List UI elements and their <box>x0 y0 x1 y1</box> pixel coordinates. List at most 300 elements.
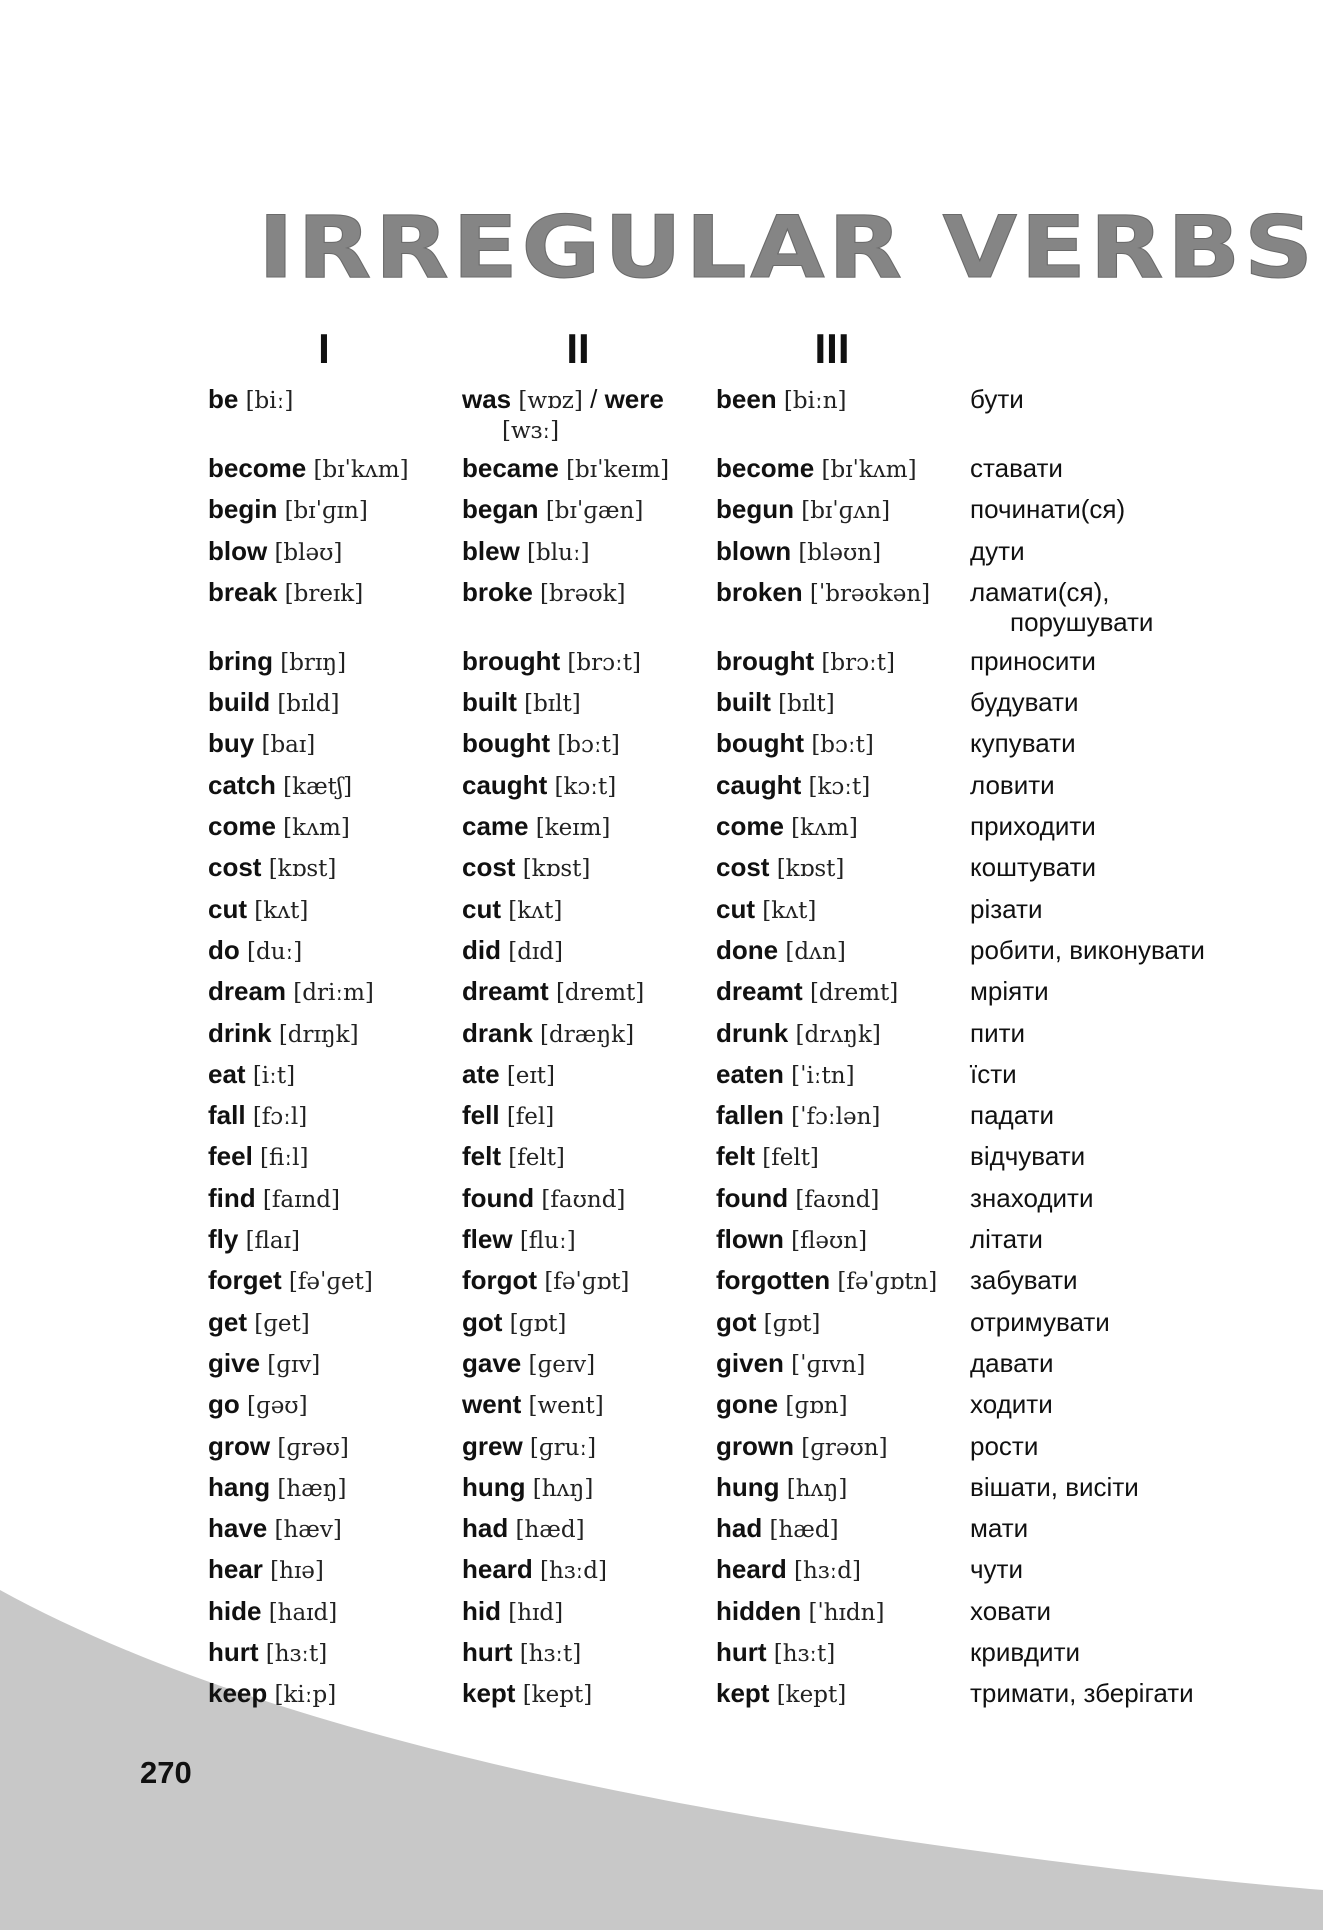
transcription-3: [hɜːt] <box>773 1641 836 1668</box>
verb-cell-3 <box>716 1183 879 1215</box>
translation-cell <box>970 1678 1194 1708</box>
transcription-2: [bɔːt] <box>557 732 620 759</box>
verb-form-2: forgot <box>462 1265 538 1296</box>
transcription-2: [bɪˈɡæn] <box>545 498 644 525</box>
verb-cell-2 <box>462 935 563 967</box>
verb-form-1: hurt <box>208 1637 259 1668</box>
transcription-3: [fləʊn] <box>791 1228 868 1255</box>
verb-form-2: kept <box>462 1678 516 1709</box>
verb-cell-2 <box>462 976 644 1008</box>
translation-cell <box>970 894 1042 924</box>
translation: приходити <box>970 811 1096 842</box>
verb-cell-2 <box>462 1141 565 1173</box>
verb-cell-2 <box>462 1513 585 1545</box>
transcription-1: [kʌm] <box>283 815 350 842</box>
verb-form-2: was <box>462 384 512 414</box>
transcription-3: [dremt] <box>809 980 899 1007</box>
transcription-3: [kept] <box>776 1682 847 1709</box>
verb-form-2: came <box>462 811 529 842</box>
verb-form-1: come <box>208 811 276 842</box>
translation: робити, виконувати <box>970 934 1205 965</box>
translation: дути <box>970 535 1025 566</box>
verb-form-3: built <box>716 687 771 718</box>
verb-form-2: had <box>462 1513 509 1544</box>
verb-form-1: hear <box>208 1554 263 1585</box>
verb-cell-1 <box>208 1678 336 1710</box>
verb-form-2: gave <box>462 1347 522 1378</box>
table-row <box>208 935 1308 976</box>
transcription-1: [kʌt] <box>254 897 309 924</box>
transcription-1: [kiːp] <box>274 1682 337 1709</box>
verb-form-1: break <box>208 576 278 607</box>
verb-cell-2 <box>462 894 562 926</box>
transcription-2: [faʊnd] <box>541 1186 626 1213</box>
table-row <box>208 976 1308 1017</box>
verb-cell-3 <box>716 1348 865 1380</box>
verb-form-1: grow <box>208 1430 271 1461</box>
translation-cell <box>970 811 1096 841</box>
transcription-2: [kʌt] <box>508 897 563 924</box>
transcription-1: [ɡet] <box>254 1310 310 1337</box>
table-row <box>208 1183 1308 1224</box>
translation: кривдити <box>970 1637 1081 1668</box>
verb-cell-2 <box>462 811 610 843</box>
verb-form-2: hurt <box>462 1637 513 1668</box>
verb-cell-3 <box>716 1472 847 1504</box>
translation-cell <box>970 646 1096 676</box>
table-row <box>208 1554 1308 1595</box>
verb-form-3: begun <box>716 494 794 525</box>
transcription-2: [hʌŋ] <box>532 1475 594 1502</box>
page-title: IRREGULAR VERBS <box>258 198 1317 298</box>
verb-form-1: give <box>208 1347 261 1378</box>
table-row <box>208 687 1308 728</box>
translation-cell <box>970 976 1049 1006</box>
verb-form-2: cut <box>462 893 501 924</box>
transcription-3: [kʌt] <box>762 897 817 924</box>
verb-cell-2 <box>462 1018 634 1050</box>
verb-cell-1 <box>208 1348 320 1380</box>
verb-cell-2 <box>462 1265 629 1297</box>
verb-form-1: do <box>208 934 240 965</box>
verb-cell-2 <box>462 1100 554 1132</box>
translation-cell <box>970 1183 1093 1213</box>
verb-cell-3 <box>716 453 917 485</box>
translation: приносити <box>970 645 1096 676</box>
transcription-3: [felt] <box>762 1145 819 1172</box>
translation-cell <box>970 384 1024 414</box>
verb-cell-1 <box>208 536 342 568</box>
verb-form-2: got <box>462 1306 503 1337</box>
verb-cell-1 <box>208 935 302 967</box>
transcription-1: [hɜːt] <box>265 1641 328 1668</box>
table-row <box>208 1059 1308 1100</box>
verb-form-2: brought <box>462 645 561 676</box>
verb-form-3: given <box>716 1347 784 1378</box>
verb-form-1: fall <box>208 1100 246 1131</box>
verb-form-2: broke <box>462 576 533 607</box>
verb-cell-1 <box>208 577 363 609</box>
table-row <box>208 1431 1308 1472</box>
verb-cell-1 <box>208 770 352 802</box>
transcription-2: [fəˈɡɒt] <box>544 1269 630 1296</box>
verb-cell-1 <box>208 852 336 884</box>
verb-form-2: caught <box>462 769 548 800</box>
translation: їсти <box>970 1058 1017 1089</box>
verb-form-1: bring <box>208 645 273 676</box>
transcription-3: [bɪlt] <box>778 691 835 718</box>
verb-form-1: get <box>208 1306 247 1337</box>
verb-cell-2 <box>462 1431 596 1463</box>
translation: ламати(ся), <box>970 576 1110 607</box>
transcription-2: [eɪt] <box>506 1062 555 1089</box>
table-row <box>208 494 1308 535</box>
verb-cell-3 <box>716 894 816 926</box>
verb-cell-1 <box>208 1018 359 1050</box>
table-row <box>208 1100 1308 1141</box>
verb-form-2: hid <box>462 1595 501 1626</box>
verb-cell-2 <box>462 1596 563 1628</box>
verb-form-3: hung <box>716 1471 780 1502</box>
verb-form-1: dream <box>208 976 287 1007</box>
verb-cell-1 <box>208 1596 337 1628</box>
verb-form-3: had <box>716 1513 763 1544</box>
transcription-1: [breɪk] <box>284 580 364 607</box>
verb-form-1: drink <box>208 1017 272 1048</box>
page-number: 270 <box>140 1755 192 1790</box>
transcription-2-alt: [wɜː] <box>502 418 560 444</box>
verb-form-2: drank <box>462 1017 533 1048</box>
transcription-3: [hæd] <box>769 1517 839 1544</box>
table-row <box>208 536 1308 577</box>
table-row <box>208 453 1308 494</box>
verb-cell-3 <box>716 384 847 416</box>
transcription-1: [fɔːl] <box>252 1104 308 1131</box>
verb-form-3: felt <box>716 1141 755 1172</box>
verb-form-3: fallen <box>716 1100 784 1131</box>
verb-form-2: blew <box>462 535 520 566</box>
transcription-3: [bɪˈkʌm] <box>821 457 917 483</box>
verb-cell-3 <box>716 811 858 843</box>
translation-cell <box>970 494 1125 524</box>
verb-cell-1 <box>208 1183 340 1215</box>
translation: пити <box>970 1017 1026 1048</box>
translation: відчувати <box>970 1141 1086 1172</box>
verb-cell-3 <box>716 1678 846 1710</box>
table-row <box>208 1307 1308 1348</box>
transcription-2: [went] <box>528 1393 604 1420</box>
verb-form-1: catch <box>208 769 276 800</box>
verb-cell-1 <box>208 728 315 760</box>
table-row <box>208 1637 1308 1678</box>
verb-cell-1 <box>208 1307 310 1339</box>
transcription-2: [dræŋk] <box>540 1021 635 1048</box>
transcription-3: [fəˈɡɒtn] <box>837 1269 938 1296</box>
transcription-3: [hʌŋ] <box>786 1475 848 1502</box>
transcription-3: [kʌm] <box>791 815 858 842</box>
translation-cell <box>970 1141 1085 1171</box>
transcription-2: [dremt] <box>555 980 645 1007</box>
verb-cell-3 <box>716 1637 835 1669</box>
verb-form-1: hide <box>208 1595 262 1626</box>
verb-cell-2 <box>462 1307 566 1339</box>
verb-cell-2 <box>462 1389 604 1421</box>
translation: ставати <box>970 453 1063 483</box>
verb-cell-3 <box>716 976 898 1008</box>
transcription-2: [keɪm] <box>535 815 611 842</box>
translation: рости <box>970 1430 1039 1461</box>
transcription-3: [ˈiːtn] <box>791 1062 855 1089</box>
transcription-3: [bləʊn] <box>798 539 882 566</box>
transcription-1: [brɪŋ] <box>280 649 347 676</box>
verb-form-1: cost <box>208 852 262 883</box>
verb-cell-1 <box>208 1431 349 1463</box>
verb-cell-3 <box>716 1059 855 1091</box>
translation-cell <box>970 1637 1080 1667</box>
verb-cell-2 <box>462 536 590 568</box>
table-row <box>208 1224 1308 1265</box>
verb-cell-1 <box>208 1059 295 1091</box>
verb-cell-3 <box>716 1554 861 1586</box>
verb-form-3: hidden <box>716 1595 802 1626</box>
verb-form-3: cut <box>716 893 755 924</box>
verb-cell-3 <box>716 494 890 526</box>
translation-cell <box>970 1389 1053 1419</box>
verb-form-1: blow <box>208 535 268 566</box>
translation-cell <box>970 577 1153 637</box>
table-row <box>208 811 1308 852</box>
translation-cell <box>970 1307 1110 1337</box>
transcription-2: [bɪˈkeɪm] <box>566 457 670 483</box>
translation: купувати <box>970 728 1076 759</box>
transcription-1: [ɡəʊ] <box>247 1393 308 1420</box>
verb-cell-3 <box>716 577 930 609</box>
verb-cell-1 <box>208 453 409 485</box>
translation-cell <box>970 852 1096 882</box>
verb-form-3: heard <box>716 1554 787 1585</box>
verb-form-3: hurt <box>716 1637 767 1668</box>
verb-cell-2 <box>462 1637 581 1669</box>
verb-cell-3 <box>716 1224 867 1256</box>
table-row <box>208 646 1308 687</box>
transcription-2: [hæd] <box>515 1517 585 1544</box>
verb-cell-2 <box>462 852 590 884</box>
verb-cell-1 <box>208 811 350 843</box>
verb-cell-3 <box>716 536 881 568</box>
verb-form-2: cost <box>462 852 516 883</box>
transcription-3: [ˈhɪdn] <box>808 1599 885 1626</box>
table-row <box>208 1678 1308 1719</box>
verb-cell-2 <box>462 453 669 485</box>
verb-cell-1 <box>208 1224 300 1256</box>
transcription-3: [ˈfɔːlən] <box>791 1104 881 1131</box>
table-row <box>208 1472 1308 1513</box>
table-row <box>208 384 1308 453</box>
table-row <box>208 770 1308 811</box>
separator: / <box>590 384 598 414</box>
verb-cell-2 <box>462 384 664 446</box>
transcription-1: [baɪ] <box>261 732 316 759</box>
transcription-1: [bɪˈɡɪn] <box>284 498 368 525</box>
verb-cell-1 <box>208 1141 308 1173</box>
translation: забувати <box>970 1265 1078 1296</box>
verb-cell-1 <box>208 494 368 526</box>
table-row <box>208 1141 1308 1182</box>
verb-cell-2 <box>462 577 626 609</box>
verb-cell-3 <box>716 1431 888 1463</box>
verb-cell-2 <box>462 1472 593 1504</box>
translation: ловити <box>970 769 1055 800</box>
verb-form-2: ate <box>462 1058 500 1089</box>
verb-form-1: find <box>208 1182 256 1213</box>
column-header-2: II <box>566 325 590 372</box>
transcription-3: [bɪˈɡʌn] <box>801 498 891 525</box>
transcription-1: [biː] <box>245 388 294 414</box>
verb-cell-1 <box>208 1513 342 1545</box>
verb-cell-2 <box>462 1678 592 1710</box>
transcription-1: [bɪˈkʌm] <box>313 457 409 483</box>
translation-cell <box>970 1224 1043 1254</box>
translation: коштувати <box>970 852 1097 883</box>
verb-cell-1 <box>208 1265 373 1297</box>
verb-table <box>208 384 1308 1720</box>
verb-cell-1 <box>208 1554 324 1586</box>
verb-form-3: found <box>716 1182 789 1213</box>
translation: чути <box>970 1554 1023 1585</box>
verb-cell-1 <box>208 894 308 926</box>
translation-cont: порушувати <box>1010 606 1154 637</box>
verb-form-1: be <box>208 384 239 414</box>
verb-cell-2 <box>462 494 643 526</box>
transcription-1: [bləʊ] <box>274 539 343 566</box>
verb-form-2: began <box>462 494 539 525</box>
transcription-3: [drʌŋk] <box>795 1021 881 1048</box>
verb-form-3: drunk <box>716 1017 789 1048</box>
translation-cell <box>970 1596 1051 1626</box>
transcription-2: [brəʊk] <box>540 580 626 607</box>
translation: давати <box>970 1347 1054 1378</box>
verb-cell-3 <box>716 1513 839 1545</box>
verb-form-1: keep <box>208 1678 268 1709</box>
transcription-3: [kɒst] <box>776 856 845 883</box>
translation-cell <box>970 687 1078 717</box>
translation-cell <box>970 1348 1053 1378</box>
verb-form-1: fly <box>208 1224 239 1255</box>
translation-cell <box>970 1472 1139 1502</box>
transcription-2: [kɔːt] <box>554 773 617 800</box>
transcription-2: [ɡeɪv] <box>528 1351 596 1378</box>
transcription-2: [wɒz] <box>518 388 583 414</box>
verb-cell-3 <box>716 1307 820 1339</box>
transcription-2: [dɪd] <box>508 938 563 965</box>
transcription-1: [iːt] <box>252 1062 296 1089</box>
translation-cell <box>970 770 1055 800</box>
transcription-1: [ɡrəʊ] <box>277 1434 349 1461</box>
verb-form-2: heard <box>462 1554 533 1585</box>
transcription-1: [duː] <box>247 938 303 965</box>
transcription-1: [fiːl] <box>260 1145 309 1172</box>
transcription-2: [kɒst] <box>522 856 591 883</box>
verb-form-1: begin <box>208 494 278 525</box>
verb-form-2: went <box>462 1389 522 1420</box>
transcription-3: [ɡɒn] <box>785 1393 848 1420</box>
verb-cell-3 <box>716 1389 848 1421</box>
verb-cell-2 <box>462 1348 595 1380</box>
verb-cell-2 <box>462 646 641 678</box>
transcription-1: [flaɪ] <box>245 1228 300 1255</box>
transcription-1: [kætʃ] <box>283 773 353 800</box>
translation-cell <box>970 536 1025 566</box>
verb-form-2: became <box>462 453 559 483</box>
verb-form-3: done <box>716 934 779 965</box>
verb-form-1: forget <box>208 1265 282 1296</box>
transcription-2: [ɡɒt] <box>509 1310 567 1337</box>
transcription-3: [brɔːt] <box>821 649 895 676</box>
verb-cell-1 <box>208 976 374 1008</box>
verb-form-2: grew <box>462 1430 523 1461</box>
verb-form-3: dreamt <box>716 976 803 1007</box>
verb-form-2: did <box>462 934 501 965</box>
transcription-2: [fluː] <box>519 1228 576 1255</box>
verb-cell-3 <box>716 687 835 719</box>
translation-cell <box>970 728 1076 758</box>
verb-form-3: grown <box>716 1430 794 1461</box>
transcription-2: [bluː] <box>527 539 590 566</box>
transcription-1: [drɪŋk] <box>278 1021 359 1048</box>
table-row <box>208 894 1308 935</box>
transcription-2: [ɡruː] <box>529 1434 597 1461</box>
translation: різати <box>970 893 1043 924</box>
transcription-3: [ˈɡɪvn] <box>791 1351 866 1378</box>
translation: падати <box>970 1100 1055 1131</box>
verb-cell-2 <box>462 1554 607 1586</box>
translation-cell <box>970 1100 1054 1130</box>
transcription-1: [faɪnd] <box>262 1186 340 1213</box>
translation: мати <box>970 1513 1029 1544</box>
transcription-3: [kɔːt] <box>808 773 871 800</box>
verb-form-3: caught <box>716 769 802 800</box>
verb-form-3: been <box>716 384 777 414</box>
transcription-2: [hɪd] <box>508 1599 564 1626</box>
translation-cell <box>970 935 1205 965</box>
transcription-2: [brɔːt] <box>567 649 641 676</box>
verb-cell-1 <box>208 1100 307 1132</box>
translation-cell <box>970 1018 1025 1048</box>
transcription-2: [bɪlt] <box>524 691 581 718</box>
verb-form-2: felt <box>462 1141 501 1172</box>
verb-form-2-alt: were <box>604 384 664 414</box>
column-header-1: I <box>318 325 330 372</box>
verb-cell-3 <box>716 1100 880 1132</box>
table-row <box>208 852 1308 893</box>
transcription-2: [hɜːt] <box>519 1641 582 1668</box>
transcription-1: [driːm] <box>293 980 374 1007</box>
verb-form-2: dreamt <box>462 976 549 1007</box>
verb-cell-3 <box>716 770 870 802</box>
table-row <box>208 1513 1308 1554</box>
verb-cell-3 <box>716 1265 937 1297</box>
transcription-3: [ɡɒt] <box>763 1310 821 1337</box>
transcription-2: [kept] <box>522 1682 593 1709</box>
transcription-1: [hɪə] <box>270 1558 324 1585</box>
verb-cell-1 <box>208 384 293 416</box>
transcription-1: [hæv] <box>274 1517 342 1544</box>
verb-cell-3 <box>716 1018 881 1050</box>
verb-form-3: become <box>716 453 815 483</box>
verb-form-3: blown <box>716 535 792 566</box>
verb-form-2: bought <box>462 728 551 759</box>
transcription-2: [hɜːd] <box>540 1558 607 1585</box>
